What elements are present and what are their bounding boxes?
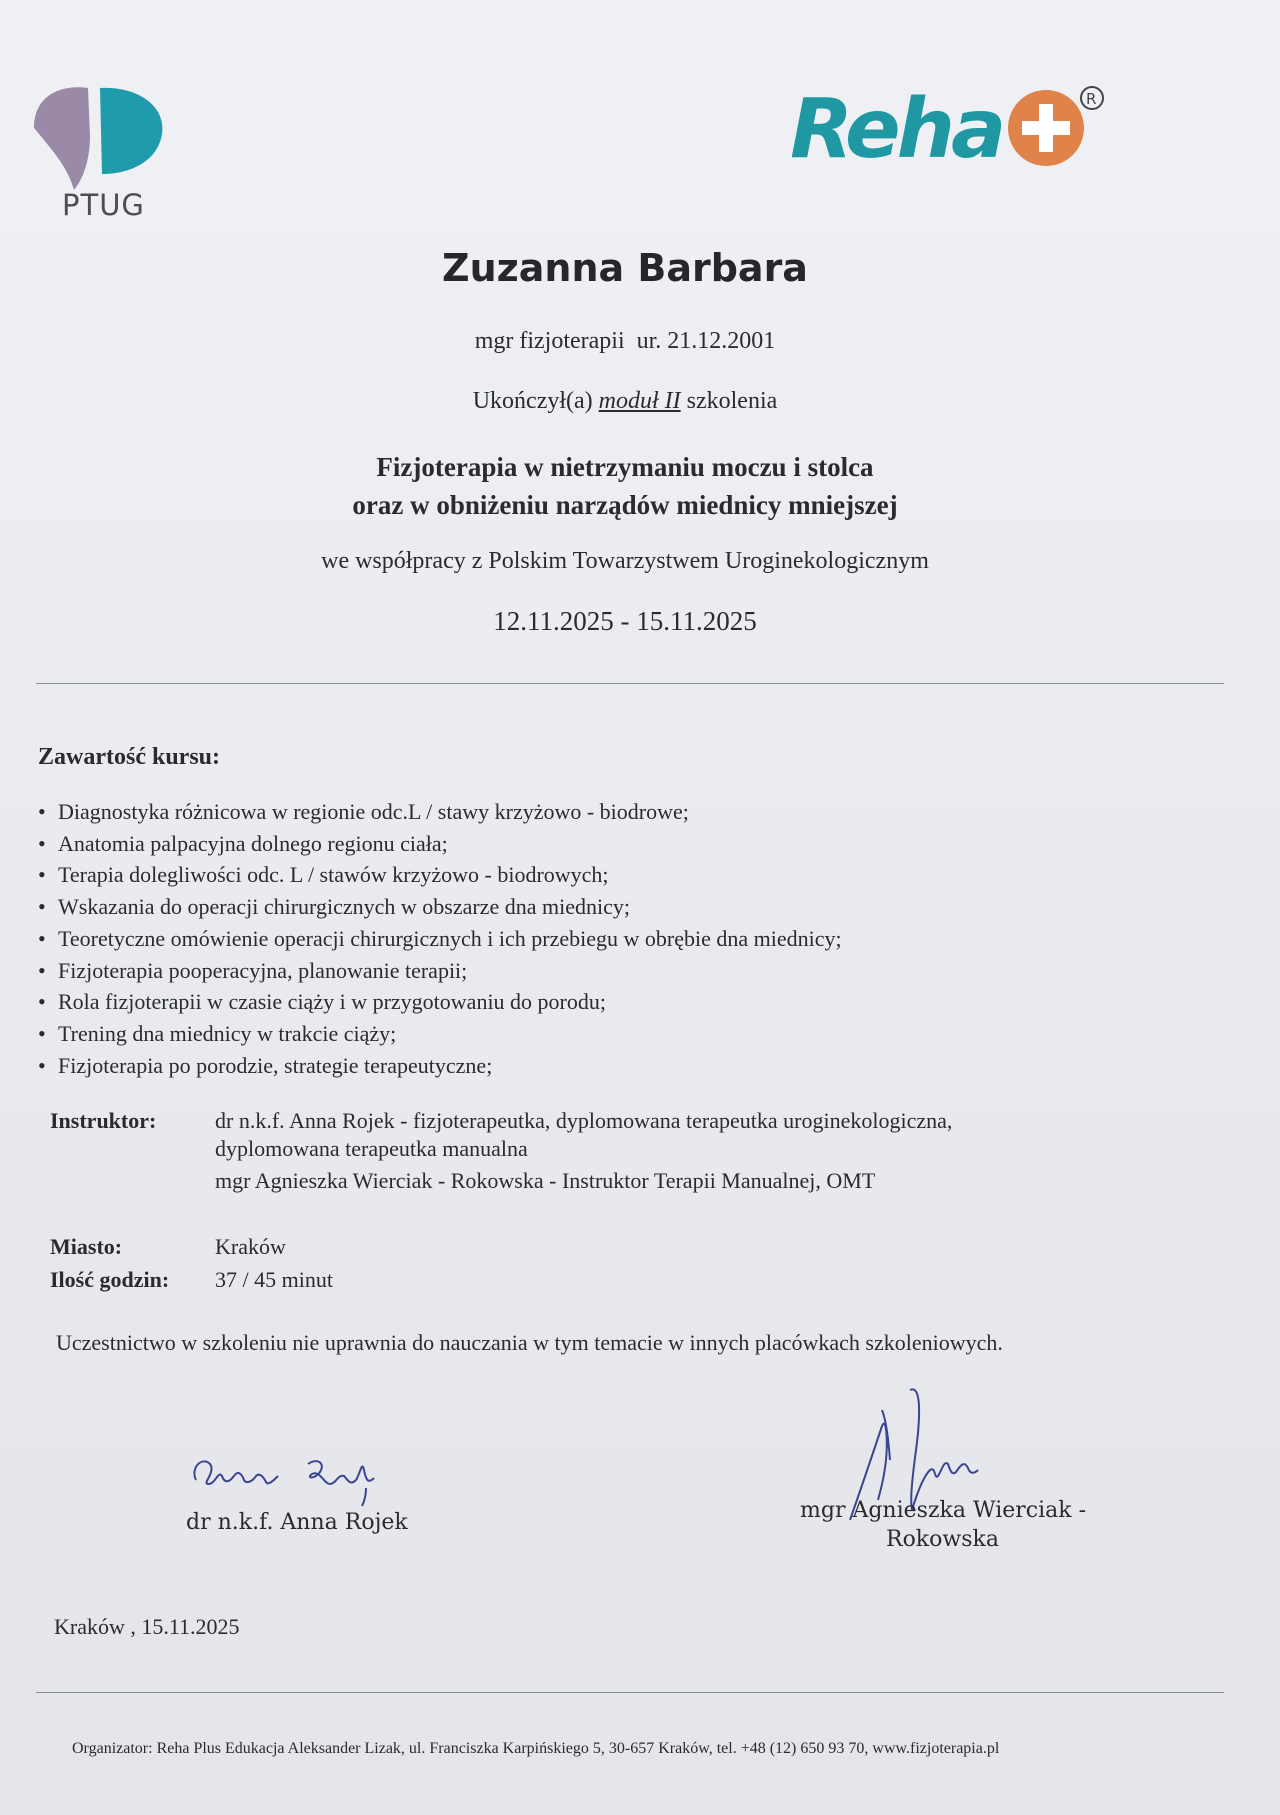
signature-right-name-line1: mgr Agnieszka Wierciak -	[800, 1498, 1086, 1523]
list-item: • Wskazania do operacji chirurgicznych w obszarze dna miednicy;	[38, 891, 1218, 923]
list-item: • Trening dna miednicy w trakcie ciąży;	[38, 1018, 1218, 1050]
registered-mark: R	[1086, 90, 1097, 108]
signature-right-name-line2: Rokowska	[886, 1527, 999, 1552]
footer-organizer: Organizator: Reha Plus Edukacja Aleksander Lizak, ul. Franciszka Karpińskiego 5, 30-657 Kraków, tel. +48 (12) 650 93 70, www.fizjoterapia.pl	[72, 1740, 1000, 1757]
content-heading: Zawartość kursu:	[38, 744, 221, 770]
city-label: Miasto:	[50, 1234, 123, 1259]
list-item: • Terapia dolegliwości odc. L / stawów krzyżowo - biodrowych;	[38, 859, 1218, 891]
instructor-line2: dyplomowana terapeutka manualna	[215, 1136, 528, 1161]
list-item: • Diagnostyka różnicowa w regionie odc.L / stawy krzyżowo - biodrowe;	[38, 796, 1218, 828]
course-title-line1: Fizjoterapia w nietrzymaniu moczu i stolca	[376, 452, 874, 482]
completed-prefix: Ukończył(a)	[472, 388, 593, 414]
place-and-date: Kraków , 15.11.2025	[54, 1614, 240, 1639]
course-title-line2: oraz w obniżeniu narządów miednicy mniejszej	[352, 490, 898, 520]
list-item: • Fizjoterapia pooperacyjna, planowanie terapii;	[38, 955, 1218, 987]
divider-bottom	[36, 1692, 1224, 1693]
list-item: • Teoretyczne omówienie operacji chirurgicznych i ich przebiegu w obrębie dna miednicy;	[38, 923, 1218, 955]
recipient-name: Zuzanna Barbara	[442, 246, 808, 290]
course-title	[0, 448, 1250, 524]
module-name: moduł II	[598, 388, 681, 414]
signature-left-name: dr n.k.f. Anna Rojek	[186, 1510, 408, 1535]
list-item: • Rola fizjoterapii w czasie ciąży i w przygotowaniu do porodu;	[38, 986, 1218, 1018]
instructor-label: Instruktor:	[50, 1108, 157, 1133]
participation-note: Uczestnictwo w szkoleniu nie uprawnia do nauczania w tym temacie w innych placówkach szkoleniowych.	[56, 1330, 1003, 1355]
recipient-title-birthdate: mgr fizjoterapii ur. 21.12.2001	[474, 328, 776, 354]
cooperation-note: we współpracy z Polskim Towarzystwem Uroginekologicznym	[321, 548, 929, 574]
instructor-line3: mgr Agnieszka Wierciak - Rokowska - Instruktor Terapii Manualnej, OMT	[215, 1168, 876, 1193]
city-value: Kraków	[215, 1234, 286, 1259]
ptug-logo-text: PTUG	[62, 188, 145, 222]
content-list	[38, 796, 1218, 1081]
course-dates: 12.11.2025 - 15.11.2025	[493, 606, 757, 636]
divider-top	[36, 683, 1224, 684]
hours-label: Ilość godzin:	[50, 1267, 170, 1292]
reha-logo-text: Reha	[790, 82, 1003, 177]
hours-value: 37 / 45 minut	[215, 1267, 333, 1292]
list-item: • Anatomia palpacyjna dolnego regionu ciała;	[38, 828, 1218, 860]
completion-statement	[0, 388, 1250, 415]
instructor-line1: dr n.k.f. Anna Rojek - fizjoterapeutka, dyplomowana terapeutka uroginekologiczna,	[215, 1108, 953, 1133]
completed-suffix: szkolenia	[686, 388, 778, 414]
signature-anna-rojek-icon	[188, 1440, 418, 1510]
list-item: • Fizjoterapia po porodzie, strategie terapeutyczne;	[38, 1050, 1218, 1082]
